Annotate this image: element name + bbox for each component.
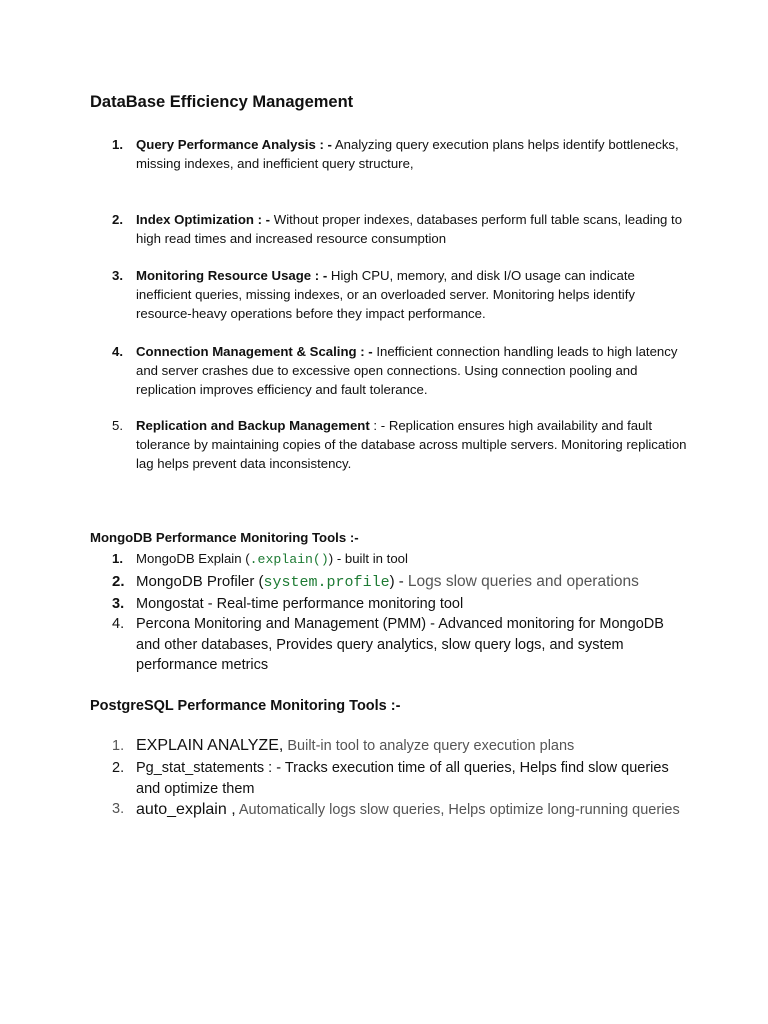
item-text: Mongostat - Real-time performance monitoring tool <box>136 596 464 612</box>
item-heading: Index Optimization : - <box>136 212 271 227</box>
list-item <box>90 416 690 473</box>
item-text: Analyzing query execution plans helps identify bottlenecks, missing indexes, and inefficient query structure, <box>136 137 679 171</box>
item-note: Logs slow queries and operations <box>407 573 639 590</box>
list-number: 3. <box>112 596 125 612</box>
item-heading: Replication and Backup Management <box>136 418 370 433</box>
item-heading: Monitoring Resource Usage : - <box>136 268 328 283</box>
list-item <box>90 342 690 399</box>
list-item <box>90 550 690 569</box>
list-item <box>90 266 690 323</box>
tool-name: auto_explain , <box>136 801 236 818</box>
list-number: 1. <box>112 738 125 754</box>
list-number: 3. <box>112 268 123 283</box>
list-number: 3. <box>112 801 125 817</box>
item-text: Percona Monitoring and Management (PMM) - Advanced monitoring for MongoDB and other databases, Provides query analytics, slow query logs, and system performance metrics <box>136 616 664 673</box>
list-item <box>90 571 690 593</box>
item-heading: Connection Management & Scaling : - <box>136 344 373 359</box>
list-item <box>90 210 690 248</box>
list-number: 2. <box>112 760 125 776</box>
list-number: 2. <box>112 212 123 227</box>
code-system-profile: system.profile <box>263 574 390 591</box>
item-text: MongoDB Explain ( <box>136 551 250 566</box>
item-text: MongoDB Profiler ( <box>136 573 264 590</box>
item-note: Automatically logs slow queries, Helps optimize long-running queries <box>235 802 680 818</box>
mongodb-section-heading: MongoDB Performance Monitoring Tools :- <box>90 530 359 545</box>
item-text: High CPU, memory, and disk I/O usage can indicate inefficient queries, missing indexes, or an overloaded server. Monitoring helps identify resource-heavy operations before they impact performance. <box>136 268 635 321</box>
list-number: 5. <box>112 418 123 433</box>
list-item <box>90 594 690 615</box>
list-number: 1. <box>112 551 123 566</box>
item-text: : - Replication ensures high availability and fault tolerance by maintaining copies of the database across multiple servers. Monitoring replication lag helps prevent data inconsistency. <box>136 418 687 471</box>
item-text: ) - <box>389 573 408 590</box>
list-item <box>90 758 690 799</box>
item-heading: Query Performance Analysis : - <box>136 137 332 152</box>
item-text: ) - built in tool <box>328 551 408 566</box>
item-text: Pg_stat_statements : - Tracks execution time of all queries, Helps find slow queries and optimize them <box>136 760 669 797</box>
list-item <box>90 614 690 676</box>
item-note: Built-in tool to analyze query execution plans <box>283 738 575 754</box>
item-text: Without proper indexes, databases perform full table scans, leading to high read times and increased resource consumption <box>136 212 683 246</box>
list-item <box>90 736 690 757</box>
list-number: 4. <box>112 616 125 632</box>
postgresql-section-heading: PostgreSQL Performance Monitoring Tools :- <box>90 698 401 714</box>
item-text: Inefficient connection handling leads to high latency and server crashes due to excessive open connections. Using connection pooling and replication improves efficiency and fault tolerance. <box>136 344 678 397</box>
list-item <box>90 799 690 821</box>
list-item <box>90 135 690 173</box>
list-number: 2. <box>112 573 125 590</box>
list-number: 1. <box>112 137 123 152</box>
tool-name: EXPLAIN ANALYZE, <box>136 737 284 754</box>
page-title: DataBase Efficiency Management <box>90 93 354 111</box>
list-number: 4. <box>112 344 123 359</box>
code-explain: .explain() <box>249 552 329 567</box>
